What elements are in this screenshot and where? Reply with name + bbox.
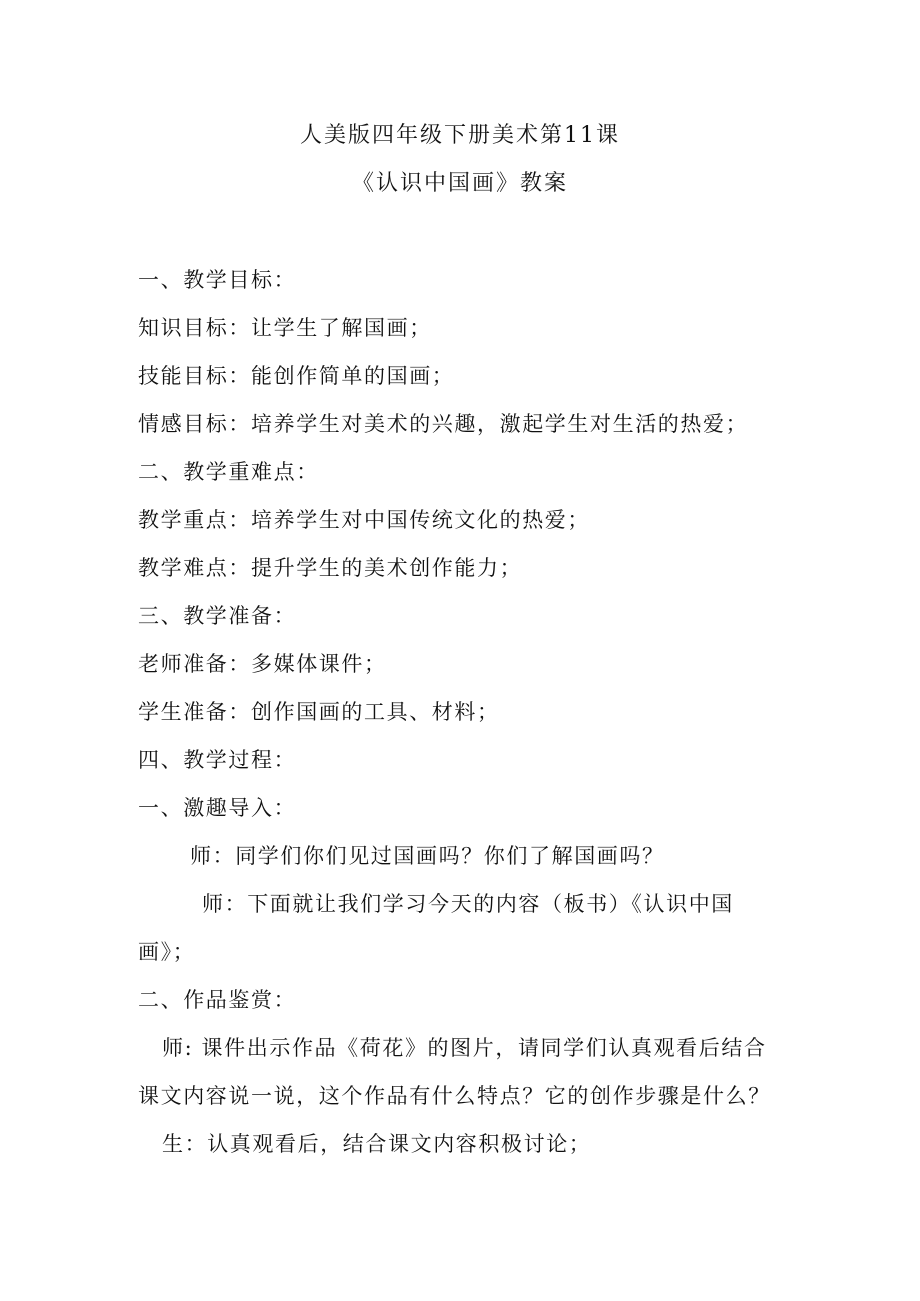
teacher-line-3: 师: 课件出示作品《荷花》的图片，请同学们认真观看后结合 (162, 1036, 767, 1060)
section-heading-objectives: 一、教学目标： (138, 268, 297, 292)
step-introduction-heading: 一、激趣导入： (138, 796, 297, 820)
step-appreciation-heading: 二、作品鉴赏： (138, 988, 297, 1012)
student-line-1: 生：认真观看后，结合课文内容积极讨论； (162, 1132, 592, 1156)
section-heading-process: 四、教学过程： (138, 748, 297, 772)
skill-objective: 技能目标：能创作简单的国画； (138, 364, 455, 388)
teaching-focus: 教学重点：培养学生对中国传统文化的热爱； (138, 508, 590, 532)
section-heading-preparation: 三、教学准备： (138, 604, 297, 628)
teaching-difficulty: 教学难点：提升学生的美术创作能力； (138, 556, 523, 580)
knowledge-objective: 知识目标：让学生了解国画； (138, 316, 432, 340)
emotional-objective: 情感目标：培养学生对美术的兴趣，激起学生对生活的热爱； (138, 412, 749, 436)
teacher-line-2-continued: 画》； (138, 940, 196, 964)
teacher-line-2: 师：下面就让我们学习今天的内容（板书）《认识中国 (202, 892, 734, 916)
teacher-line-3-continued: 课文内容说一说，这个作品有什么特点？它的创作步骤是什么？ (138, 1084, 771, 1108)
teacher-line-1: 师：同学们你们见过国画吗？你们了解国画吗？ (190, 844, 665, 868)
document-title: 人美版四年级下册美术第11课 (300, 123, 620, 148)
document-subtitle: 《认识中国画》教案 (351, 171, 568, 196)
teacher-preparation: 老师准备：多媒体课件； (138, 652, 387, 676)
section-heading-key-points: 二、教学重难点： (138, 460, 319, 484)
student-preparation: 学生准备：创作国画的工具、材料； (138, 700, 500, 724)
